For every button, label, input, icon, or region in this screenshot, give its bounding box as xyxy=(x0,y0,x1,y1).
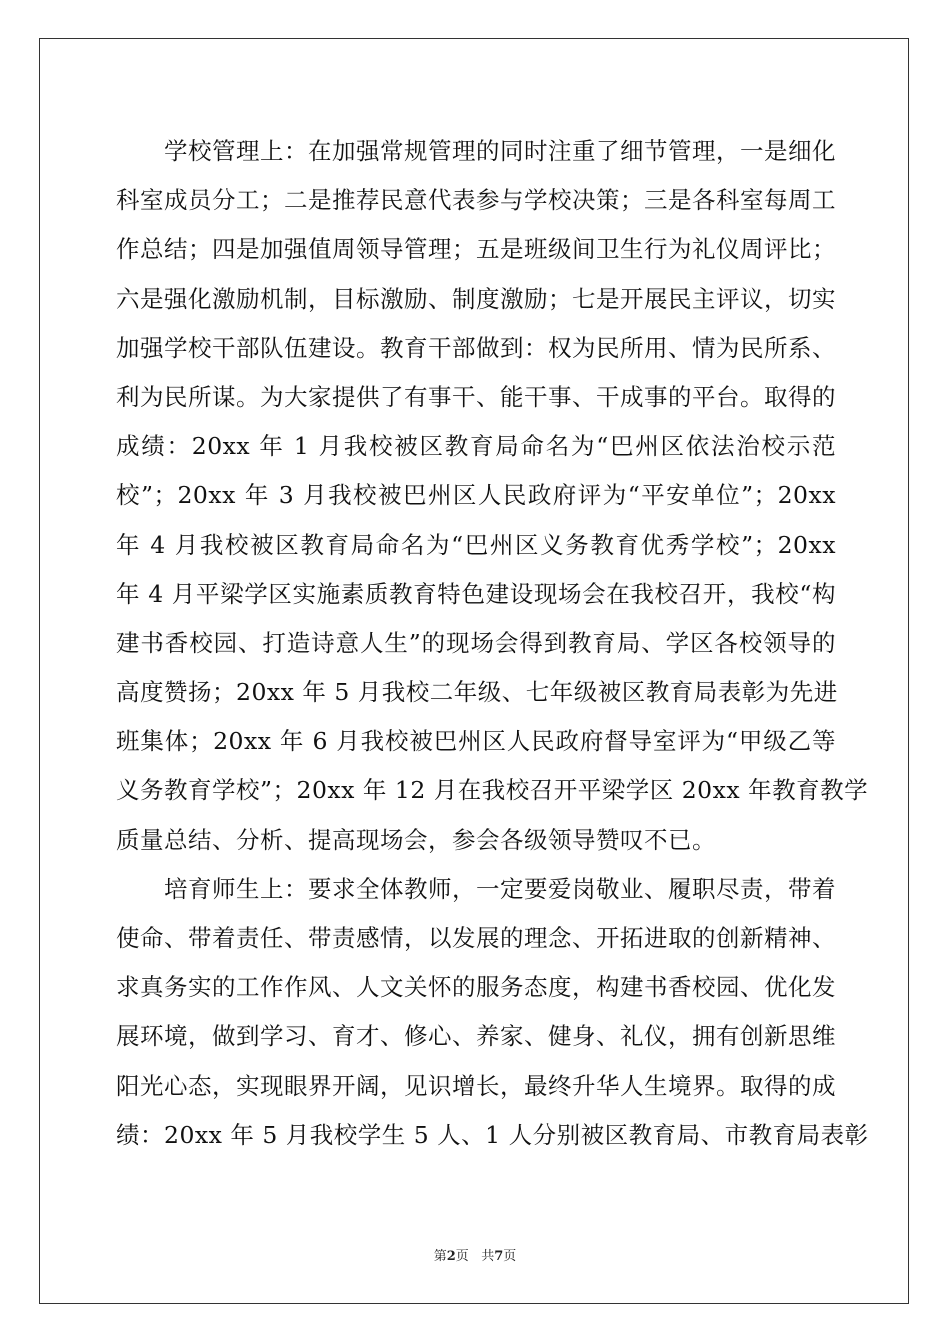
paragraph-line: 建书香校园、打造诗意人生”的现场会得到教育局、学区各校领导的 xyxy=(116,628,836,657)
footer-prefix: 第 xyxy=(433,1249,447,1264)
paragraph-line: 绩：20xx 年 5 月我校学生 5 人、1 人分别被区教育局、市教育局表彰 xyxy=(116,1120,869,1149)
paragraph-line: 质量总结、分析、提高现场会，参会各级领导赞叹不已。 xyxy=(116,825,716,854)
footer-page-suffix: 页 xyxy=(455,1249,469,1264)
paragraph-line: 培育师生上：要求全体教师，一定要爱岗敬业、履职尽责，带着 xyxy=(164,874,836,903)
paragraph-line: 求真务实的工作作风、人文关怀的服务态度，构建书香校园、优化发 xyxy=(116,973,836,1002)
paragraph-line: 加强学校干部队伍建设。教育干部做到：权为民所用、情为民所系、 xyxy=(116,333,836,362)
paragraph-line: 六是强化激励机制，目标激励、制度激励；七是开展民主评议，切实 xyxy=(116,284,836,313)
paragraph-line: 年 4 月平梁学区实施素质教育特色建设现场会在我校召开，我校“构 xyxy=(116,579,836,608)
footer-page-number: 2 xyxy=(446,1249,456,1264)
page-footer xyxy=(0,1245,950,1264)
paragraph-line: 展环境，做到学习、育才、修心、养家、健身、礼仪，拥有创新思维 xyxy=(116,1022,836,1051)
paragraph-line: 班集体；20xx 年 6 月我校被巴州区人民政府督导室评为“甲级乙等 xyxy=(116,727,836,756)
footer-total-prefix: 共 xyxy=(481,1249,495,1264)
paragraph-line: 义务教育学校”；20xx 年 12 月在我校召开平梁学区 20xx 年教育教学 xyxy=(116,776,869,805)
paragraph-line: 作总结；四是加强值周领导管理；五是班级间卫生行为礼仪周评比； xyxy=(116,235,836,264)
document-body xyxy=(116,127,869,1160)
paragraph-line: 科室成员分工；二是推荐民意代表参与学校决策；三是各科室每周工 xyxy=(116,186,836,215)
footer-total-pages: 7 xyxy=(494,1249,504,1264)
paragraph-line: 学校管理上：在加强常规管理的同时注重了细节管理，一是细化 xyxy=(164,137,836,165)
paragraph-line: 使命、带着责任、带责感情，以发展的理念、开拓进取的创新精神、 xyxy=(116,924,836,952)
paragraph-line: 高度赞扬；20xx 年 5 月我校二年级、七年级被区教育局表彰为先进 xyxy=(116,678,838,707)
paragraph-line: 阳光心态，实现眼界开阔，见识增长，最终升华人生境界。取得的成 xyxy=(116,1071,836,1100)
footer-total-suffix: 页 xyxy=(503,1249,517,1264)
paragraph-line: 成绩：20xx 年 1 月我校被区教育局命名为“巴州区依法治校示范 xyxy=(116,432,836,461)
paragraph-line: 年 4 月我校被区教育局命名为“巴州区义务教育优秀学校”；20xx xyxy=(116,530,836,559)
paragraph-line: 利为民所谋。为大家提供了有事干、能干事、干成事的平台。取得的 xyxy=(116,382,836,411)
paragraph-line: 校”；20xx 年 3 月我校被巴州区人民政府评为“平安单位”；20xx xyxy=(116,481,836,510)
